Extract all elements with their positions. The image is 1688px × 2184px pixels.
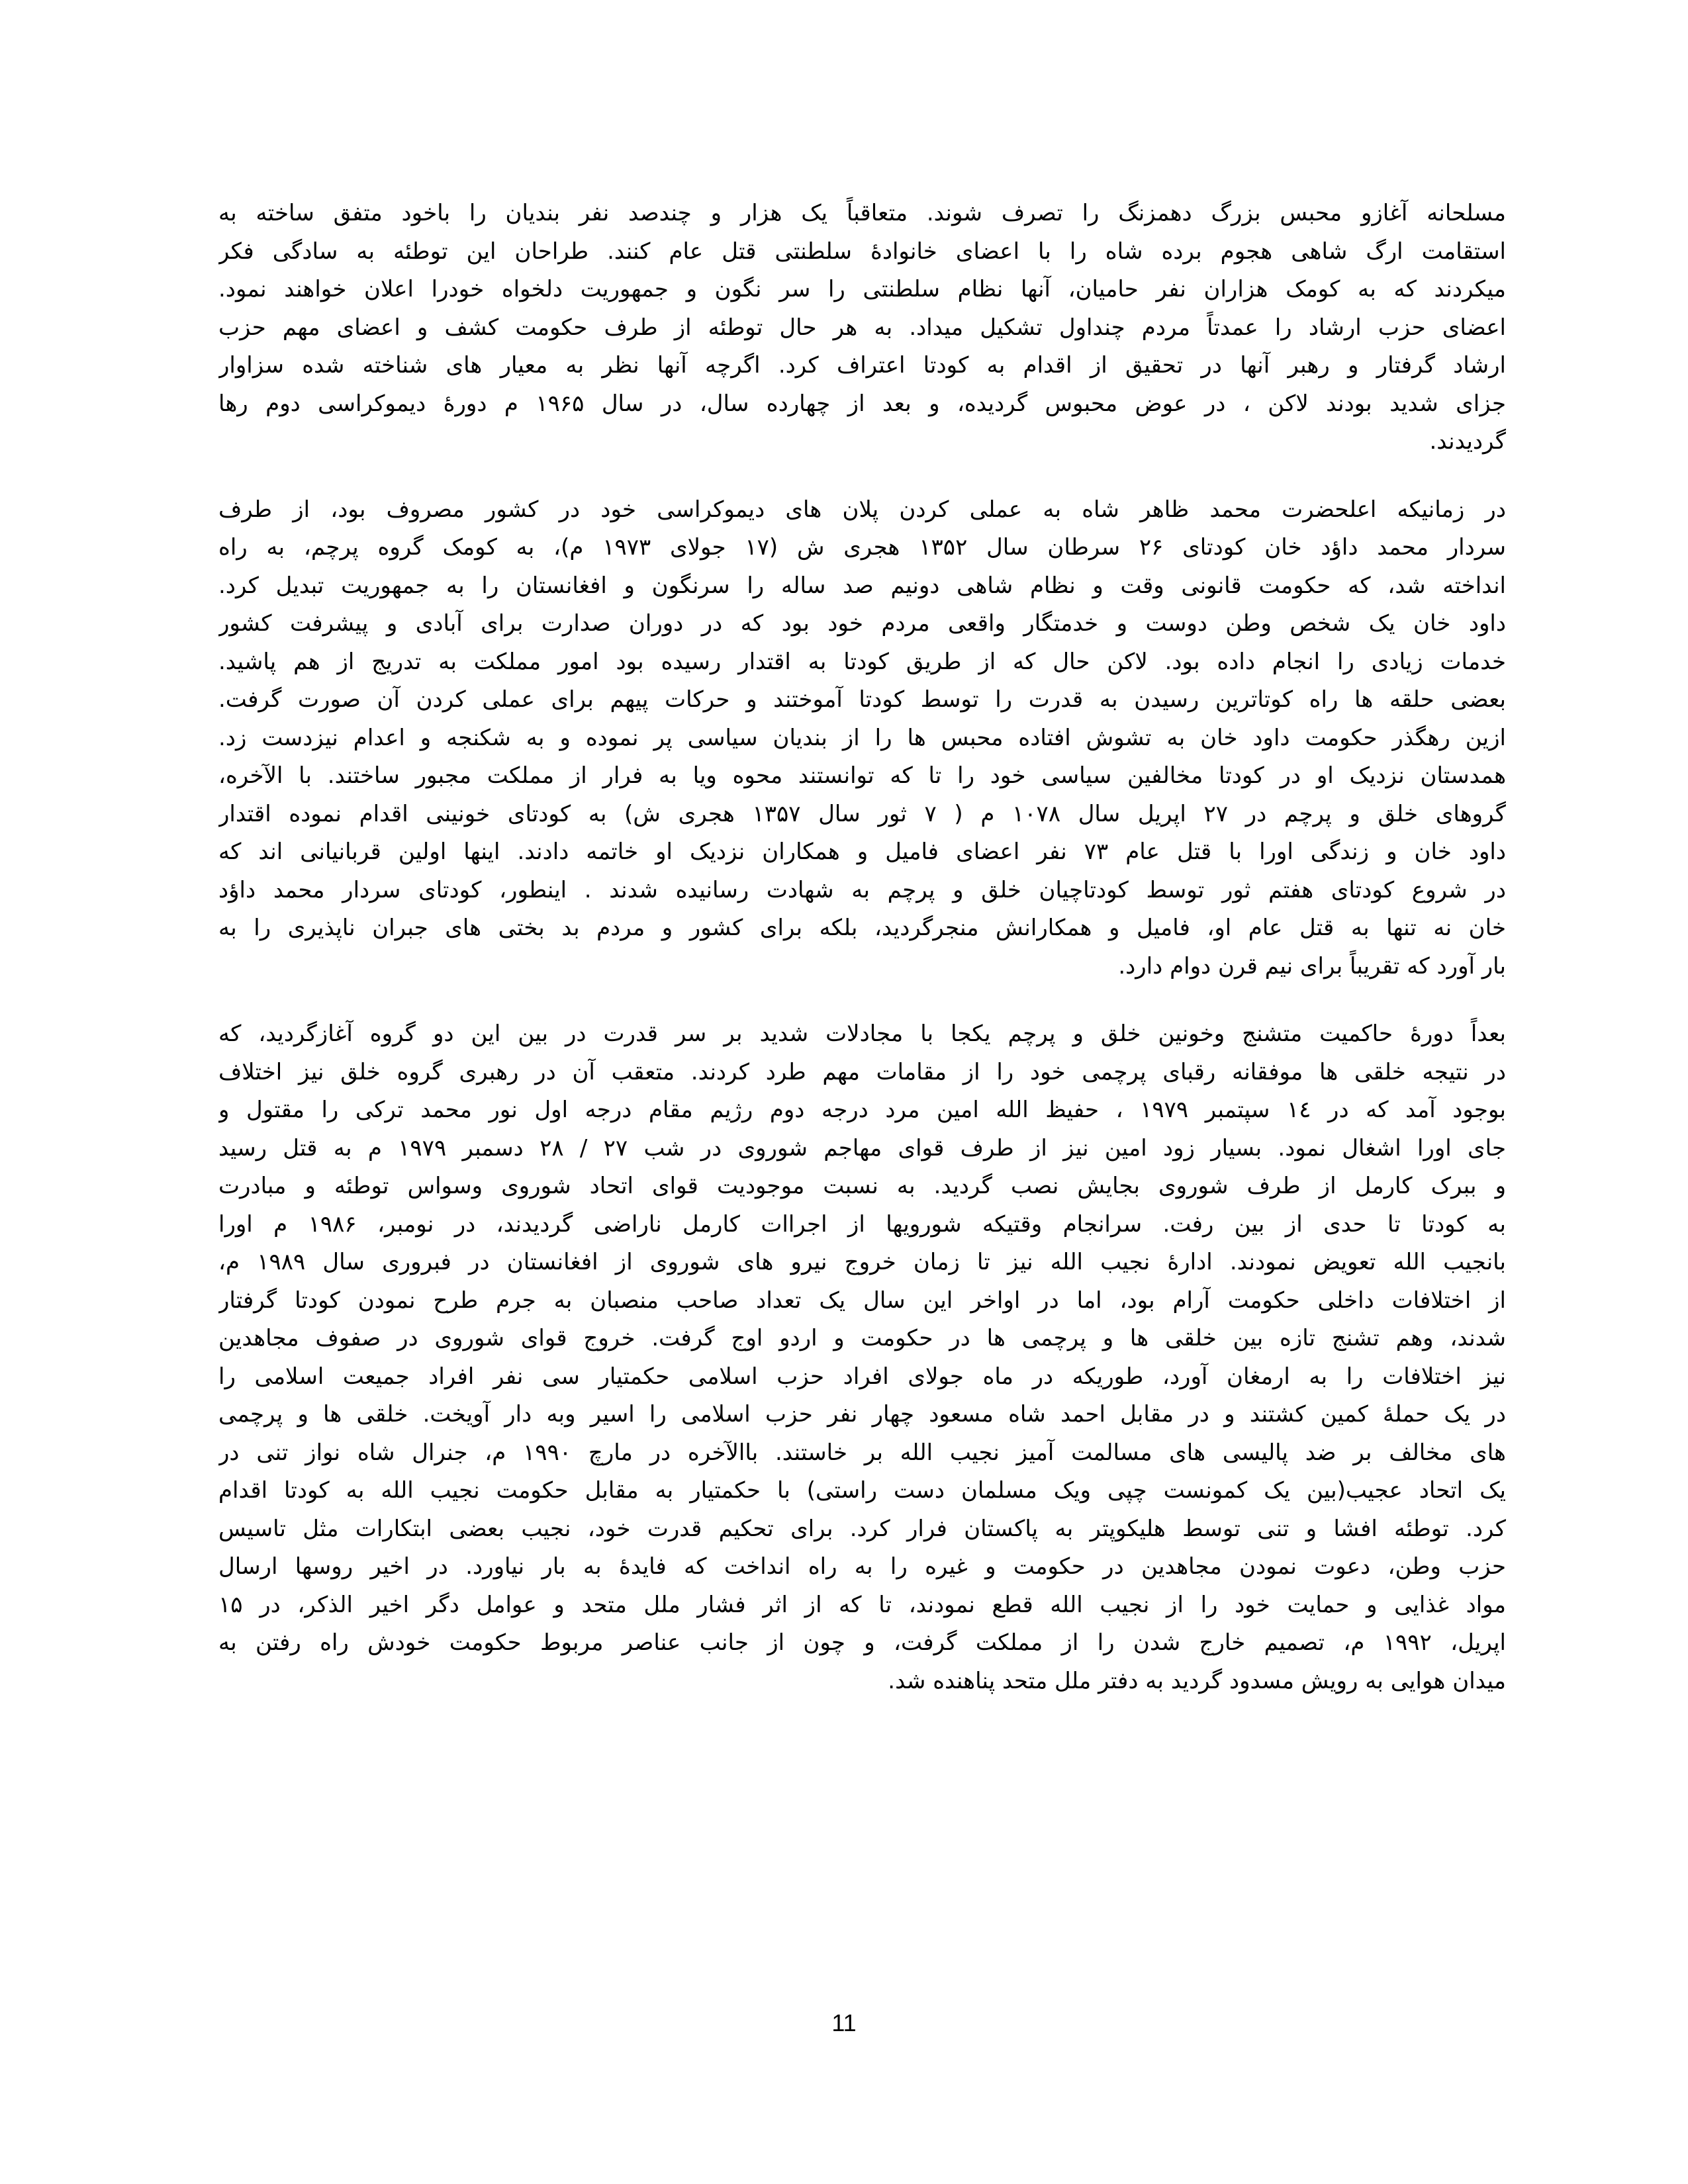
text-line: و ببرک کارمل از طرف شوروی بجایش نصب گردید. به نسبت موجودیت قوای اتحاد شوروی وسواس توطئه و مبادرت [218,1173,1506,1199]
text-line: بار آورد که تقریباً برای نیم قرن دوام دارد. [1118,952,1506,979]
paragraph [218,491,1506,986]
text-line: بوجود آمد که در ۱٤ سپتمبر ۱۹۷۹ ، حفیظ الله امین مرد درجه دوم رژیم مقام درجه اول نور محمد ترکی را مقتول و [218,1097,1506,1123]
text-line: در نتیجه خلقی ها موفقانه رقبای پرچمی خود را از مقامات مهم طرد کردند. متعقب آن در رهبری گروه خلق نیز اختلاف [218,1058,1506,1085]
text-line: شدند، وهم تشنج تازه بین خلقی ها و پرچمی ها در حکومت و اردو اوج گرفت. خروج قوای شوروی در صفوف مجاهدین [218,1325,1506,1351]
text-line: ارشاد گرفتار و رهبر آنها در تحقیق از اقدام به کودتا اعتراف کرد. اگرچه آنها نظر به معیار های شناخته شده سزاوار [218,352,1506,379]
text-line: گروهای خلق و پرچم در ۲۷ اپریل سال ۱۰۷۸ م ( ۷ ثور سال ۱۳۵۷ هجری ش) به کودتای خونینی اقدام نموده اقتدار [218,800,1506,827]
text-line: اپریل، ۱۹۹۲ م، تصمیم خارج شدن را از مملکت گرفت، و چون از جانب عناصر مربوط حکومت خودش راه رفتن به [218,1629,1506,1656]
text-line: بعداً دورهٔ حاکمیت متشنج وخونین خلق و پرچم یکجا با مجادلات شدید بر سر قدرت در بین این دو گروه آغازگردید، که [218,1021,1506,1047]
text-line: در زمانیکه اعلحضرت محمد ظاهر شاه به عملی کردن پلان های دیموکراسی خود در کشور مصروف بود، از طرف [218,496,1506,523]
text-line: های مخالف بر ضد پالیسی های مسالمت آمیز نجیب الله بر خاستند. باالآخره در مارچ ۱۹۹۰ م، جنرال شاه نواز تنی در [218,1439,1506,1466]
text-line: به کودتا تا حدی از بین رفت. سرانجام وقتیکه شورویها از اجراات کارمل ناراضی گردیدند، در نومبر، ۱۹۸۶ م اورا [218,1210,1506,1238]
text-line: استقامت ارگ شاهی هجوم برده شاه را با اعضای خانوادهٔ سلطنتی قتل عام کنند. طراحان این توطئه به سادگی فکر [218,238,1506,265]
text-line: اعضای حزب ارشاد را عمدتاً مردم چنداول تشکیل میداد. به هر حال توطئه از طرف حکومت کشف و اعضای مهم حزب [218,314,1506,341]
text-line: بعضی حلقه ها راه کوتاترین رسیدن به قدرت را توسط کودتا آموختند و حرکات پیهم برای عملی کردن آن صورت گرفت. [218,686,1506,713]
text-line: در شروع کودتای هفتم ثور توسط کودتاچیان خلق و پرچم به شهادت رسانیده شدند . اینطور، کودتای سردار محمد داؤد [218,876,1506,903]
text-line: در یک حملهٔ کمین کشتند و در مقابل احمد شاه مسعود چهار نفر حزب اسلامی را اسیر وبه دار آویخت. خلقی ها و پرچمی [218,1401,1506,1428]
body-text [218,195,1506,1730]
text-line: ازین رهگذر حکومت داود خان به تشوش افتاده محبس ها را از بندیان سیاسی پر نموده و به شکنجه و اعدام نیزدست زد. [218,724,1506,751]
text-line: خدمات زیادی را انجام داده بود. لاکن حال که از طریق کودتا به اقتدار رسیده بود امور مملکت به تدریج از هم پاشید. [218,648,1506,675]
text-line: گردیدند. [1429,428,1506,455]
text-line: داود خان و زندگی اورا با قتل عام ۷۳ نفر اعضای فامیل و همکاران نزدیک او خاتمه دادند. اینها اولین قربانیانی اند که [218,839,1506,865]
text-line: سردار محمد داؤد خان کودتای ۲۶ سرطان سال ۱۳۵۲ هجری ش (۱۷ جولای ۱۹۷۳ م)، به کومک گروه پرچم، به راه [218,534,1506,561]
text-line: میکردند که به کومک هزاران نفر حامیان، آنها نظام سلطنتی را سر نگون و جمهوریت دلخواه خودرا اعلان خواهند نمود. [218,276,1506,302]
text-line: مسلحانه آغازو محبس بزرگ دهمزنگ را تصرف شوند. متعاقباً یک هزار و چندصد نفر بندیان را باخود متفق ساخته به [218,200,1506,226]
text-line: کرد. توطئه افشا و تنی توسط هلیکوپتر به پاکستان فرار کرد. برای تحکیم قدرت خود، نجیب بعضی ابتکارات مثل تاسیس [218,1515,1506,1542]
text-line: از اختلافات داخلی حکومت آرام بود، اما در اواخر این سال یک تعداد صاحب منصبان به جرم طرح نمودن کودتا گرفتار [218,1287,1506,1314]
paragraph [218,1015,1506,1700]
text-line: نیز اختلافات را به ارمغان آورد، طوریکه در ماه جولای افراد حزب اسلامی حکمتیار سی نفر افراد جمیعت اسلامی را [218,1363,1506,1390]
text-line: یک اتحاد عجیب(بین یک کمونست چپی ویک مسلمان دست راستی) با حکمتیار به مقابل حکومت نجیب الله به کودتا اقدام [218,1477,1506,1504]
text-line: جای اورا اشغال نمود. بسیار زود امین نیز از طرف قوای مهاجم شوروی در شب ۲۷ / ۲۸ دسمبر ۱۹۷۹ م به قتل رسید [218,1134,1506,1161]
text-line: بانجیب الله تعویض نمودند. ادارهٔ نجیب الله نیز تا زمان خروج نیرو های شوروی از افغانستان در فبروری سال ۱۹۸۹ م، [218,1249,1506,1275]
text-line: جزای شدید بودند لاکن ، در عوض محبوس گردیده، و بعد از چهارده سال، در سال ۱۹۶۵ م دورهٔ دیموکراسی دوم رها [218,390,1506,417]
text-line: حزب وطن، دعوت نمودن مجاهدین در حکومت و غیره را به راه انداخت که فایدهٔ به بار نیاورد. در اخیر روسها ارسال [218,1553,1506,1580]
text-line: خان نه تنها به قتل عام او، فامیل و همکارانش منجرگردید، بلکه برای کشور و مردم بد بختی های جبران ناپذیری را به [218,915,1506,941]
text-line: انداخته شد، که حکومت قانونی وقت و نظام شاهی دونیم صد ساله را سرنگون و افغانستان را به جمهوریت تبدیل کرد. [218,572,1506,599]
text-line: همدستان نزدیک او در کودتا مخالفین سیاسی خود را تا که توانستند محوه ویا به فرار از مملکت مجبور ساختند. با الآخره، [218,762,1506,789]
text-line: داود خان یک شخص وطن دوست و خدمتگار واقعی مردم خود بود که در دوران صدارت برای آبادی و پیشرفت کشور [218,610,1506,637]
text-line: مواد غذایی و حمایت خود را از نجیب الله قطع نمودند، تا که از اثر فشار ملل متحد و عوامل دگر اخیر الذکر، در ۱۵ [218,1591,1506,1618]
page-number: 11 [831,2009,857,2036]
text-line: میدان هوایی به رویش مسدود گردید به دفتر ملل متحد پناهنده شد. [888,1667,1506,1694]
paragraph [218,195,1506,461]
